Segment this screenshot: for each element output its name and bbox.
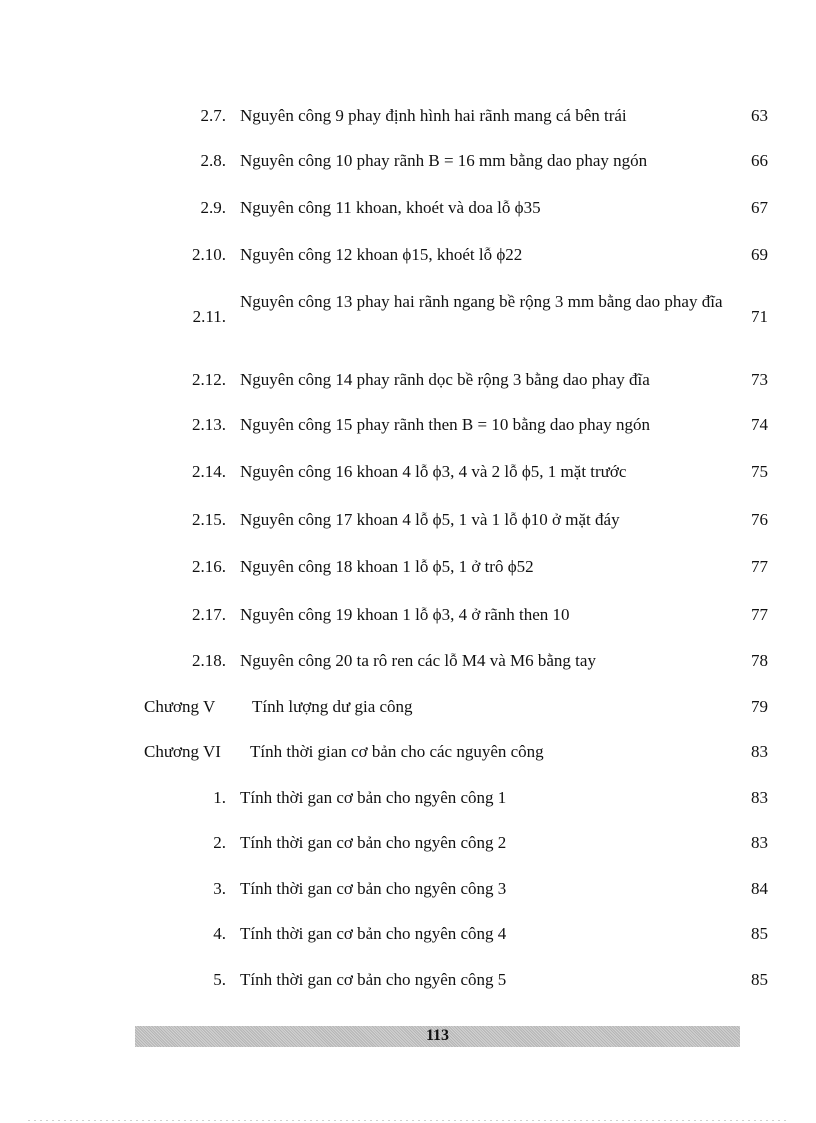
entry-number: 2. xyxy=(213,833,226,852)
entry-title: Nguyên công 12 khoan ϕ15, khoét lỗ ϕ22 xyxy=(240,245,523,264)
entry-title: Nguyên công 16 khoan 4 lỗ ϕ3, 4 và 2 lỗ ϕ5, 1 mặt trước xyxy=(240,462,627,481)
entry-title: Nguyên công 19 khoan 1 lỗ ϕ3, 4 ở rãnh then 10 xyxy=(240,605,570,624)
entry-page: 75 xyxy=(751,462,768,481)
entry-title: Tính thời gan cơ bản cho ngyên công 3 xyxy=(240,879,507,898)
entry-title: Nguyên công 11 khoan, khoét và doa lỗ ϕ35 xyxy=(240,198,541,217)
entry-page: 83 xyxy=(751,788,768,807)
entry-number: 2.16. xyxy=(192,557,226,576)
entry-number: 2.18. xyxy=(192,651,226,670)
entry-number: 4. xyxy=(213,924,226,943)
chapter-label: Chương V xyxy=(144,697,216,716)
entry-title: Nguyên công 13 phay hai rãnh ngang bề rộng 3 mm bằng dao phay đĩa xyxy=(240,292,723,311)
bottom-dotted-divider xyxy=(28,1120,788,1121)
toc-chapter-entry xyxy=(0,738,816,768)
entry-number: 2.8. xyxy=(200,151,226,170)
toc-entry xyxy=(0,829,816,859)
entry-number: 2.17. xyxy=(192,605,226,624)
chapter-label: Chương VI xyxy=(144,742,221,761)
entry-page: 77 xyxy=(751,605,768,624)
entry-title: Tính lượng dư gia công xyxy=(252,697,413,716)
entry-title: Tính thời gan cơ bản cho ngyên công 2 xyxy=(240,833,507,852)
entry-title: Nguyên công 14 phay rãnh dọc bề rộng 3 bằng dao phay đĩa xyxy=(240,370,650,389)
entry-title: Nguyên công 9 phay định hình hai rãnh mang cá bên trái xyxy=(240,106,627,125)
page-number: 113 xyxy=(425,1027,450,1044)
entry-title: Tính thời gian cơ bản cho các nguyên công xyxy=(250,742,544,761)
entry-title: Tính thời gan cơ bản cho ngyên công 4 xyxy=(240,924,507,943)
entry-title: Nguyên công 18 khoan 1 lỗ ϕ5, 1 ở trô ϕ52 xyxy=(240,557,534,576)
entry-number: 2.12. xyxy=(192,370,226,389)
entry-page: 78 xyxy=(751,651,768,670)
entry-page: 79 xyxy=(751,697,768,716)
entry-number: 2.13. xyxy=(192,415,226,434)
entry-number: 2.9. xyxy=(200,198,226,217)
entry-page: 85 xyxy=(751,924,768,943)
entry-page: 77 xyxy=(751,557,768,576)
entry-number: 2.11. xyxy=(192,307,226,326)
entry-title: Tính thời gan cơ bản cho ngyên công 5 xyxy=(240,970,507,989)
entry-page: 74 xyxy=(751,415,768,434)
toc-entry xyxy=(0,553,816,583)
entry-title: Tính thời gan cơ bản cho ngyên công 1 xyxy=(240,788,507,807)
toc-entry xyxy=(0,875,816,905)
toc-entry xyxy=(0,288,816,350)
entry-page: 76 xyxy=(751,510,768,529)
entry-page: 84 xyxy=(751,879,768,898)
entry-number: 5. xyxy=(213,970,226,989)
entry-number: 1. xyxy=(213,788,226,807)
toc-entry xyxy=(0,102,816,132)
entry-number: 2.10. xyxy=(192,245,226,264)
toc-entry xyxy=(0,366,816,396)
toc-chapter-entry xyxy=(0,693,816,723)
toc-entry xyxy=(0,920,816,950)
entry-number: 2.7. xyxy=(200,106,226,125)
entry-page: 73 xyxy=(751,370,768,389)
entry-page: 71 xyxy=(751,307,768,326)
toc-entry xyxy=(0,147,816,177)
entry-page: 83 xyxy=(751,833,768,852)
entry-number: 2.14. xyxy=(192,462,226,481)
toc-entry xyxy=(0,194,816,224)
page-footer-bar xyxy=(135,1026,740,1047)
entry-title: Nguyên công 15 phay rãnh then B = 10 bằng dao phay ngón xyxy=(240,415,650,434)
entry-page: 69 xyxy=(751,245,768,264)
entry-page: 67 xyxy=(751,198,768,217)
toc-entry xyxy=(0,506,816,536)
toc-entry xyxy=(0,784,816,814)
entry-title: Nguyên công 17 khoan 4 lỗ ϕ5, 1 và 1 lỗ ϕ10 ở mặt đáy xyxy=(240,510,620,529)
entry-number: 2.15. xyxy=(192,510,226,529)
entry-page: 85 xyxy=(751,970,768,989)
entry-number: 3. xyxy=(213,879,226,898)
entry-title: Nguyên công 10 phay rãnh B = 16 mm bằng dao phay ngón xyxy=(240,151,648,170)
entry-title: Nguyên công 20 ta rô ren các lỗ M4 và M6 bằng tay xyxy=(240,651,596,670)
entry-page: 63 xyxy=(751,106,768,125)
toc-entry xyxy=(0,241,816,271)
entry-page: 83 xyxy=(751,742,768,761)
toc-entry xyxy=(0,647,816,677)
toc-entry xyxy=(0,458,816,488)
toc-entry xyxy=(0,601,816,631)
toc-entry xyxy=(0,966,816,996)
entry-page: 66 xyxy=(751,151,768,170)
toc-entry xyxy=(0,411,816,441)
